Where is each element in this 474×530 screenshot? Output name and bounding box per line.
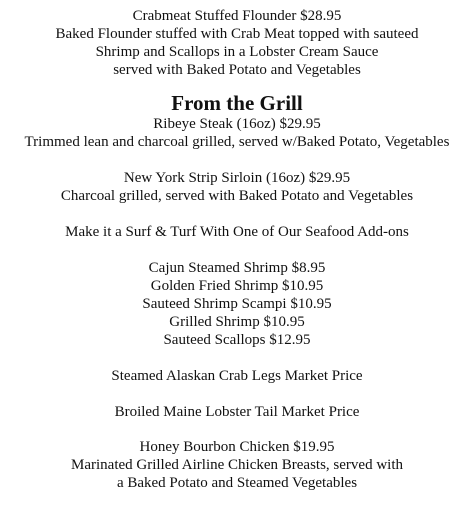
ribeye-title: Ribeye Steak (16oz) $29.95 <box>153 116 321 132</box>
strip-sirloin-desc: Charcoal grilled, served with Baked Potato and Vegetables <box>60 188 414 204</box>
chicken-desc-line-1: Marinated Grilled Airline Chicken Breasts, served with <box>71 457 403 473</box>
addon-item: Golden Fried Shrimp $10.95 <box>150 278 324 294</box>
flounder-desc-line-2: Shrimp and Scallops in a Lobster Cream Sauce <box>95 44 379 60</box>
lobster-tail-item: Broiled Maine Lobster Tail Market Price <box>114 404 360 420</box>
flounder-desc-line-1: Baked Flounder stuffed with Crab Meat topped with sauteed <box>55 26 419 42</box>
surf-turf-note: Make it a Surf & Turf With One of Our Seafood Add-ons <box>65 224 409 240</box>
addon-item: Sauteed Shrimp Scampi $10.95 <box>142 296 332 312</box>
addon-item: Cajun Steamed Shrimp $8.95 <box>148 260 326 276</box>
flounder-desc-line-3: served with Baked Potato and Vegetables <box>113 62 361 78</box>
chicken-desc-line-2: a Baked Potato and Steamed Vegetables <box>116 475 358 491</box>
section-heading-grill: From the Grill <box>171 91 303 115</box>
crab-legs-item: Steamed Alaskan Crab Legs Market Price <box>111 368 363 384</box>
addon-item: Sauteed Scallops $12.95 <box>163 332 311 348</box>
ribeye-desc: Trimmed lean and charcoal grilled, served w/Baked Potato, Vegetables <box>24 134 450 150</box>
flounder-title: Crabmeat Stuffed Flounder $28.95 <box>132 8 342 24</box>
strip-sirloin-title: New York Strip Sirloin (16oz) $29.95 <box>123 170 351 186</box>
addon-item: Grilled Shrimp $10.95 <box>169 314 305 330</box>
chicken-title: Honey Bourbon Chicken $19.95 <box>139 439 335 455</box>
